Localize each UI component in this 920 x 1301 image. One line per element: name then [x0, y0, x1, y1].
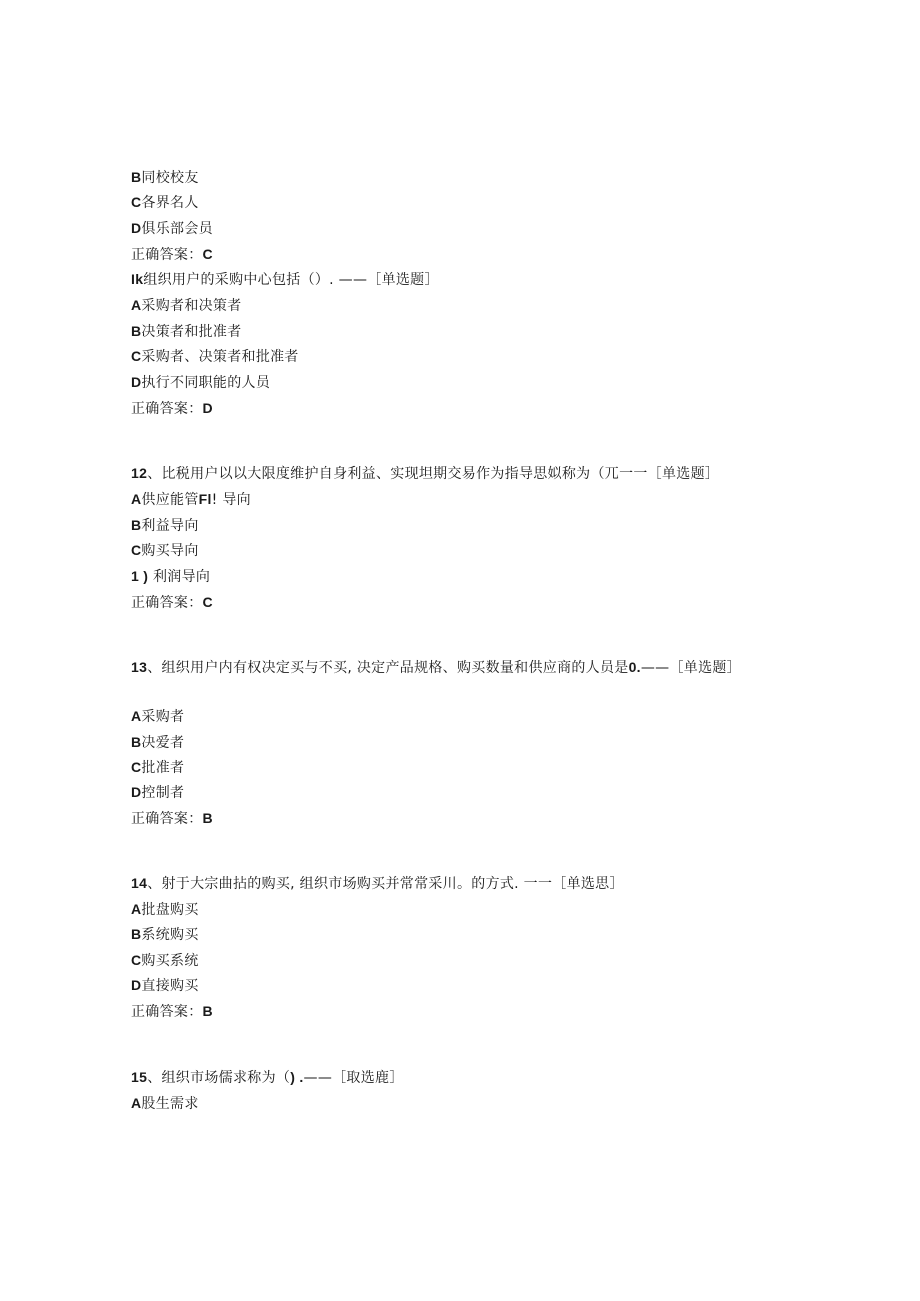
option-text: 购买导向 — [141, 543, 199, 559]
option-b — [131, 168, 199, 187]
answer-line — [131, 399, 213, 418]
option-letter: B — [131, 323, 142, 339]
option-letter: D — [131, 220, 142, 236]
option-c — [131, 193, 199, 212]
option-b — [131, 733, 184, 752]
question-stem — [131, 874, 624, 893]
option-text-tail: ! 导向 — [211, 492, 251, 508]
question-number: 12 — [131, 465, 148, 481]
option-text: 执行不同职能的人员 — [141, 375, 271, 391]
answer-value: D — [202, 400, 213, 416]
option-text: 批盘购买 — [141, 902, 199, 918]
option-letter: B — [131, 734, 142, 750]
option-text: 利益导向 — [141, 518, 199, 534]
option-text: 批准者 — [141, 760, 185, 776]
question-text: 、射于大宗曲拈的购买, 组织市场购买并常常采川。的方式. 一一［单选思］ — [147, 876, 624, 892]
option-a — [131, 1094, 199, 1113]
question-text: 、比税用户以以大限度维护自身利益、实现坦期交易作为指导思姒称为（兀一一［单选题］ — [147, 466, 720, 482]
option-text: 供应能管 — [141, 492, 199, 508]
option-b — [131, 516, 199, 535]
option-b — [131, 322, 242, 341]
option-letter: A — [131, 708, 142, 724]
option-a — [131, 900, 199, 919]
answer-label: 正确答案： — [131, 247, 203, 263]
option-text: 系统购买 — [141, 927, 199, 943]
answer-value: C — [202, 594, 213, 610]
answer-value: B — [202, 1003, 213, 1019]
question-stem — [131, 464, 719, 483]
answer-line — [131, 245, 213, 264]
option-text: 决爱者 — [141, 735, 185, 751]
option-text: 决策者和批准者 — [141, 324, 242, 340]
answer-label: 正确答案： — [131, 1004, 203, 1020]
option-text: 直接购买 — [141, 978, 199, 994]
option-text: 同校校友 — [141, 170, 199, 186]
question-stem — [131, 270, 439, 289]
question-text-tail: ——［取选鹿］ — [303, 1070, 404, 1086]
option-a — [131, 707, 184, 726]
option-text: 采购者 — [141, 709, 185, 725]
option-b — [131, 925, 199, 944]
option-text-bold: Fl — [198, 491, 212, 507]
option-letter: C — [131, 194, 142, 210]
option-c — [131, 347, 299, 366]
option-d — [131, 567, 210, 586]
option-letter: C — [131, 952, 142, 968]
question-text: 、组织用户内有权决定买与不买, 决定产品规格、购买数量和供应商的人员是 — [147, 660, 629, 676]
option-letter: A — [131, 901, 142, 917]
option-letter: C — [131, 542, 142, 558]
option-text: 股生需求 — [141, 1096, 199, 1112]
answer-label: 正确答案： — [131, 595, 203, 611]
question-number: 14 — [131, 875, 148, 891]
question-text: 、组织市场儒求称为（ — [147, 1070, 291, 1086]
option-text: 各界名人 — [141, 195, 199, 211]
option-d — [131, 219, 213, 238]
option-d — [131, 373, 270, 392]
answer-value: C — [202, 246, 213, 262]
option-text: 购买系统 — [141, 953, 199, 969]
option-letter: B — [131, 169, 142, 185]
option-letter: 1 ) — [131, 568, 149, 584]
option-letter: A — [131, 1095, 142, 1111]
answer-line — [131, 809, 213, 828]
option-letter: A — [131, 297, 142, 313]
answer-value: B — [202, 810, 213, 826]
option-letter: B — [131, 517, 142, 533]
question-text-tail: ——［单选题］ — [640, 660, 741, 676]
answer-label: 正确答案： — [131, 811, 203, 827]
option-letter: C — [131, 759, 142, 775]
question-text-bold: ) . — [290, 1069, 304, 1085]
answer-line — [131, 1002, 213, 1021]
question-stem — [131, 655, 761, 681]
option-letter: A — [131, 491, 142, 507]
question-text: 组织用户的采购中心包括（）. ——［单选题］ — [143, 272, 439, 288]
option-a — [131, 296, 242, 315]
option-d — [131, 783, 184, 802]
option-d — [131, 976, 199, 995]
question-number: 15 — [131, 1069, 148, 1085]
option-letter: D — [131, 977, 142, 993]
option-a — [131, 490, 251, 509]
question-text-bold: 0. — [628, 659, 641, 675]
option-letter: B — [131, 926, 142, 942]
answer-line — [131, 593, 213, 612]
option-text: 利润导向 — [148, 569, 211, 585]
option-letter: D — [131, 374, 142, 390]
option-letter: D — [131, 784, 142, 800]
option-letter: C — [131, 348, 142, 364]
option-c — [131, 541, 199, 560]
option-text: 采购者和决策者 — [141, 298, 242, 314]
question-number: Ik — [131, 271, 144, 287]
option-text: 俱乐部会员 — [141, 221, 213, 237]
option-text: 控制者 — [141, 785, 185, 801]
option-c — [131, 951, 199, 970]
question-stem — [131, 1068, 404, 1087]
option-text: 采购者、决策者和批准者 — [141, 349, 299, 365]
question-number: 13 — [131, 659, 148, 675]
answer-label: 正确答案： — [131, 401, 203, 417]
option-c — [131, 758, 184, 777]
